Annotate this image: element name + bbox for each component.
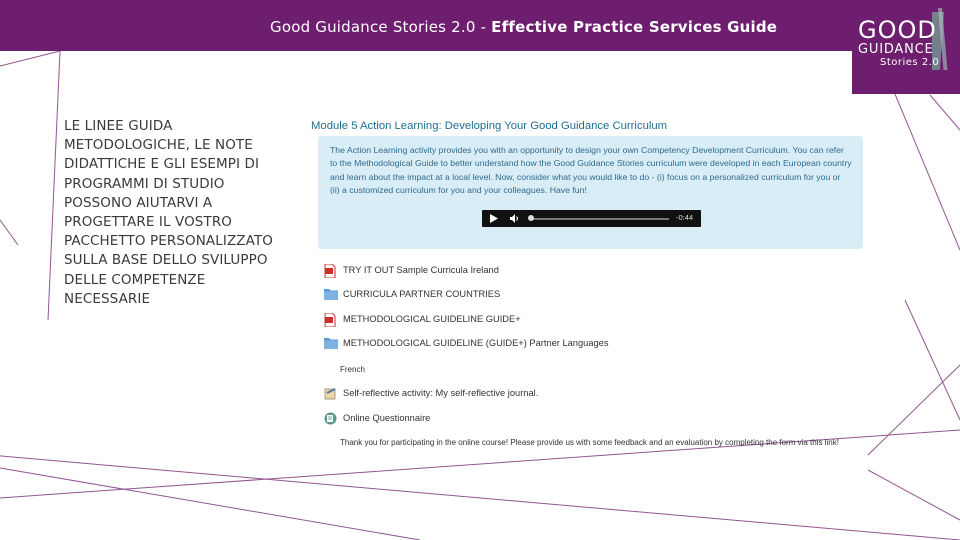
thanks-text: Thank you for participating in the online course! Please provide us with some feedback and an evaluation by completing the form via this link! (340, 438, 839, 447)
resource-label[interactable]: TRY IT OUT Sample Curricula Ireland (343, 265, 499, 275)
logo-line-stories: Stories 2.0 (880, 57, 940, 68)
audio-player[interactable] (482, 210, 701, 227)
header-title-bold: Effective Practice Services Guide (491, 18, 778, 36)
pdf-icon (324, 313, 336, 327)
header-title-regular: Good Guidance Stories 2.0 - (270, 18, 487, 36)
slide-body-text: LE LINEE GUIDA METODOLOGICHE, LE NOTE DIDATTICHE E GLI ESEMPI DI PROGRAMMI DI STUDIO POSSONO AIUTARVI A PROGETTARE IL VOSTRO PACCHETTO PERSONALIZZATO SULLA BASE DELLO SVILUPPO DELLE COMPETENZE NECESSARIE (64, 118, 274, 307)
logo-line-good: GOOD (858, 16, 937, 44)
audio-time: -0:44 (676, 213, 694, 222)
questionnaire-label[interactable]: Online Questionnaire (343, 413, 431, 423)
header-title (270, 18, 777, 36)
audio-progress-track[interactable] (529, 218, 669, 220)
audio-progress-knob[interactable] (528, 215, 534, 221)
module-title[interactable]: Module 5 Action Learning: Developing Your Good Guidance Curriculum (311, 120, 668, 132)
journal-label[interactable]: Self-reflective activity: My self-reflective journal. (343, 388, 539, 398)
header-bar (0, 0, 960, 51)
volume-icon[interactable] (510, 214, 520, 223)
questionnaire-icon (324, 412, 337, 425)
resource-label[interactable]: CURRICULA PARTNER COUNTRIES (343, 289, 501, 299)
journal-icon (324, 387, 337, 400)
resource-label[interactable]: METHODOLOGICAL GUIDELINE (GUIDE+) Partner Languages (343, 338, 609, 348)
logo-line-guidance: GUIDANCE (858, 42, 934, 57)
course-screenshot (306, 110, 866, 470)
play-icon[interactable] (490, 214, 498, 223)
pdf-icon (324, 264, 336, 278)
french-sublabel[interactable]: French (340, 365, 365, 374)
info-text: The Action Learning activity provides you with an opportunity to design your own Competency Development Curriculum. You can refer to the Methodological Guide to better understand how the Good Guidance Stories curriculum were developed in each European country and learn about the impact at a local level. Now, consider what you would like to do - (i) focus on a personalized curriculum for you or (ii) a customized curriculum for you and your colleagues. Have fun! (330, 145, 852, 195)
info-box (318, 136, 863, 249)
folder-icon (324, 288, 338, 300)
folder-icon (324, 337, 338, 349)
resource-label[interactable]: METHODOLOGICAL GUIDELINE GUIDE+ (343, 314, 521, 324)
